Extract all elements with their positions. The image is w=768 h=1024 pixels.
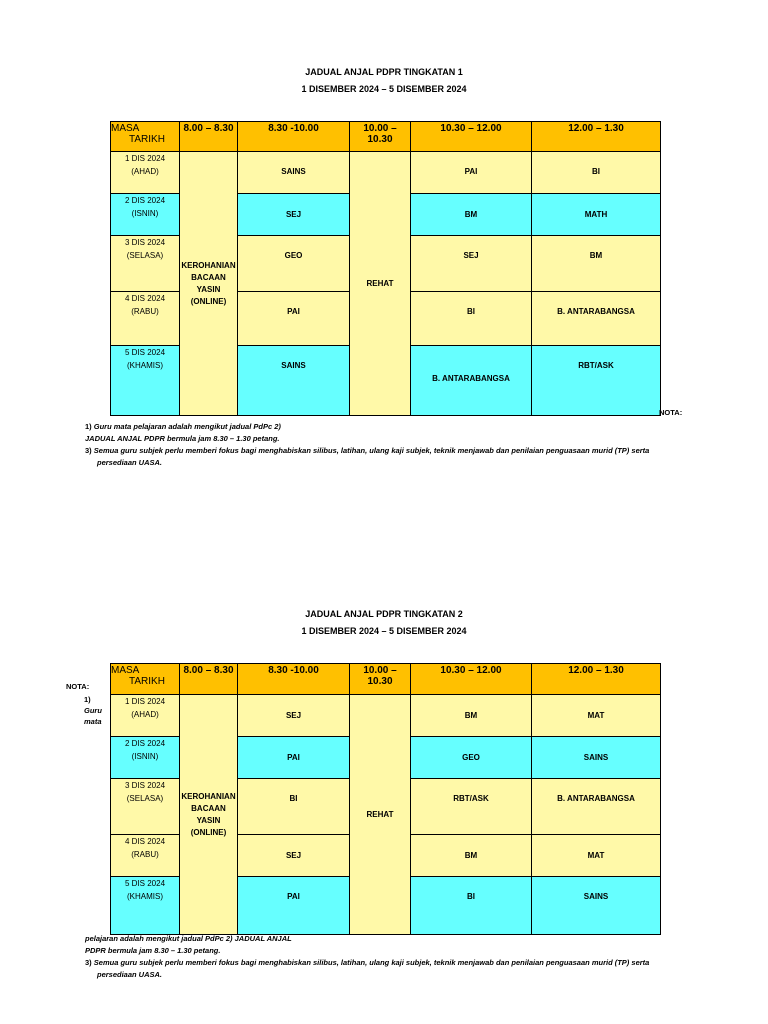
subject-cell: B. ANTARABANGSA: [411, 346, 532, 416]
kerohanian-cell: KEROHANIAN BACAAN YASIN (ONLINE): [180, 152, 238, 416]
subject-cell: PAI: [411, 152, 532, 194]
date-cell: 3 DIS 2024 (SELASA): [111, 236, 180, 292]
t1-notes: 1) Guru mata pelajaran adalah mengikut jadual PdPc 2) JADUAL ANJAL PDPR bermula jam 8.30 – 1.30 petang. 3) Semua guru subjek perlu memberi fokus bagi menghabiskan silibus, latihan, ulang kaji subjek, teknik menjawab dan penilaian penguasaan murid (TP) serta persediaan UASA.: [85, 422, 650, 467]
subject-cell: GEO: [411, 737, 532, 779]
subject-cell: SAINS: [238, 152, 350, 194]
t2-nota-label: NOTA:: [66, 682, 90, 691]
subject-cell: BM: [411, 835, 532, 877]
subject-cell: BI: [411, 292, 532, 346]
subject-cell: SEJ: [238, 194, 350, 236]
subject-cell: BI: [411, 877, 532, 935]
subject-cell: B. ANTARABANGSA: [532, 292, 661, 346]
header-col: 12.00 – 1.30: [532, 664, 661, 695]
subject-cell: B. ANTARABANGSA: [532, 779, 661, 835]
subject-cell: SAINS: [532, 737, 661, 779]
header-col: 12.00 – 1.30: [532, 122, 661, 152]
subject-cell: PAI: [238, 292, 350, 346]
header-col: 8.30 -10.00: [238, 664, 350, 695]
t2-side-note: 1) Guru mata: [84, 695, 102, 726]
date-cell: 4 DIS 2024 (RABU): [111, 292, 180, 346]
subject-cell: MAT: [532, 695, 661, 737]
timetable-1: [110, 121, 661, 416]
header-masa-tarikh: MASA TARIKH: [111, 664, 180, 695]
header-col: 10.00 – 10.30: [350, 664, 411, 695]
subject-cell: PAI: [238, 737, 350, 779]
subject-cell: BI: [238, 779, 350, 835]
subject-cell: SAINS: [238, 346, 350, 416]
header-col: 8.30 -10.00: [238, 122, 350, 152]
subject-cell: MAT: [532, 835, 661, 877]
subject-cell: RBT/ASK: [411, 779, 532, 835]
subject-cell: BM: [532, 236, 661, 292]
date-cell: 4 DIS 2024 (RABU): [111, 835, 180, 877]
subject-cell: PAI: [238, 877, 350, 935]
header-col: 10.30 – 12.00: [411, 664, 532, 695]
subject-cell: GEO: [238, 236, 350, 292]
t2-notes: pelajaran adalah mengikut jadual PdPc 2) JADUAL ANJAL PDPR bermula jam 8.30 – 1.30 petang. 3) Semua guru subjek perlu memberi fokus bagi menghabiskan silibus, latihan, ulang kaji subjek, teknik menjawab dan penilaian penguasaan murid (TP) serta persediaan UASA.: [85, 934, 650, 979]
date-cell: 5 DIS 2024 (KHAMIS): [111, 346, 180, 416]
header-col: 8.00 – 8.30: [180, 122, 238, 152]
header-col: 8.00 – 8.30: [180, 664, 238, 695]
subject-cell: BM: [411, 194, 532, 236]
rehat-cell: REHAT: [350, 695, 411, 935]
t1-nota-label: NOTA:: [659, 408, 683, 417]
date-cell: 2 DIS 2024 (ISNIN): [111, 194, 180, 236]
timetable-2: [110, 663, 661, 935]
date-cell: 1 DIS 2024 (AHAD): [111, 695, 180, 737]
header-masa-tarikh: MASA TARIKH: [111, 122, 180, 152]
t2-title: JADUAL ANJAL PDPR TINGKATAN 2: [305, 609, 463, 619]
t1-dates: 1 DISEMBER 2024 – 5 DISEMBER 2024: [301, 84, 467, 94]
subject-cell: SAINS: [532, 877, 661, 935]
date-cell: 1 DIS 2024 (AHAD): [111, 152, 180, 194]
subject-cell: MATH: [532, 194, 661, 236]
subject-cell: BI: [532, 152, 661, 194]
subject-cell: SEJ: [238, 695, 350, 737]
rehat-cell: REHAT: [350, 152, 411, 416]
date-cell: 5 DIS 2024 (KHAMIS): [111, 877, 180, 935]
header-col: 10.00 – 10.30: [350, 122, 411, 152]
subject-cell: BM: [411, 695, 532, 737]
t2-dates: 1 DISEMBER 2024 – 5 DISEMBER 2024: [301, 626, 467, 636]
subject-cell: SEJ: [411, 236, 532, 292]
t1-title: JADUAL ANJAL PDPR TINGKATAN 1: [305, 67, 463, 77]
date-cell: 2 DIS 2024 (ISNIN): [111, 737, 180, 779]
subject-cell: SEJ: [238, 835, 350, 877]
header-col: 10.30 – 12.00: [411, 122, 532, 152]
date-cell: 3 DIS 2024 (SELASA): [111, 779, 180, 835]
kerohanian-cell: KEROHANIAN BACAAN YASIN (ONLINE): [180, 695, 238, 935]
subject-cell: RBT/ASK: [532, 346, 661, 416]
